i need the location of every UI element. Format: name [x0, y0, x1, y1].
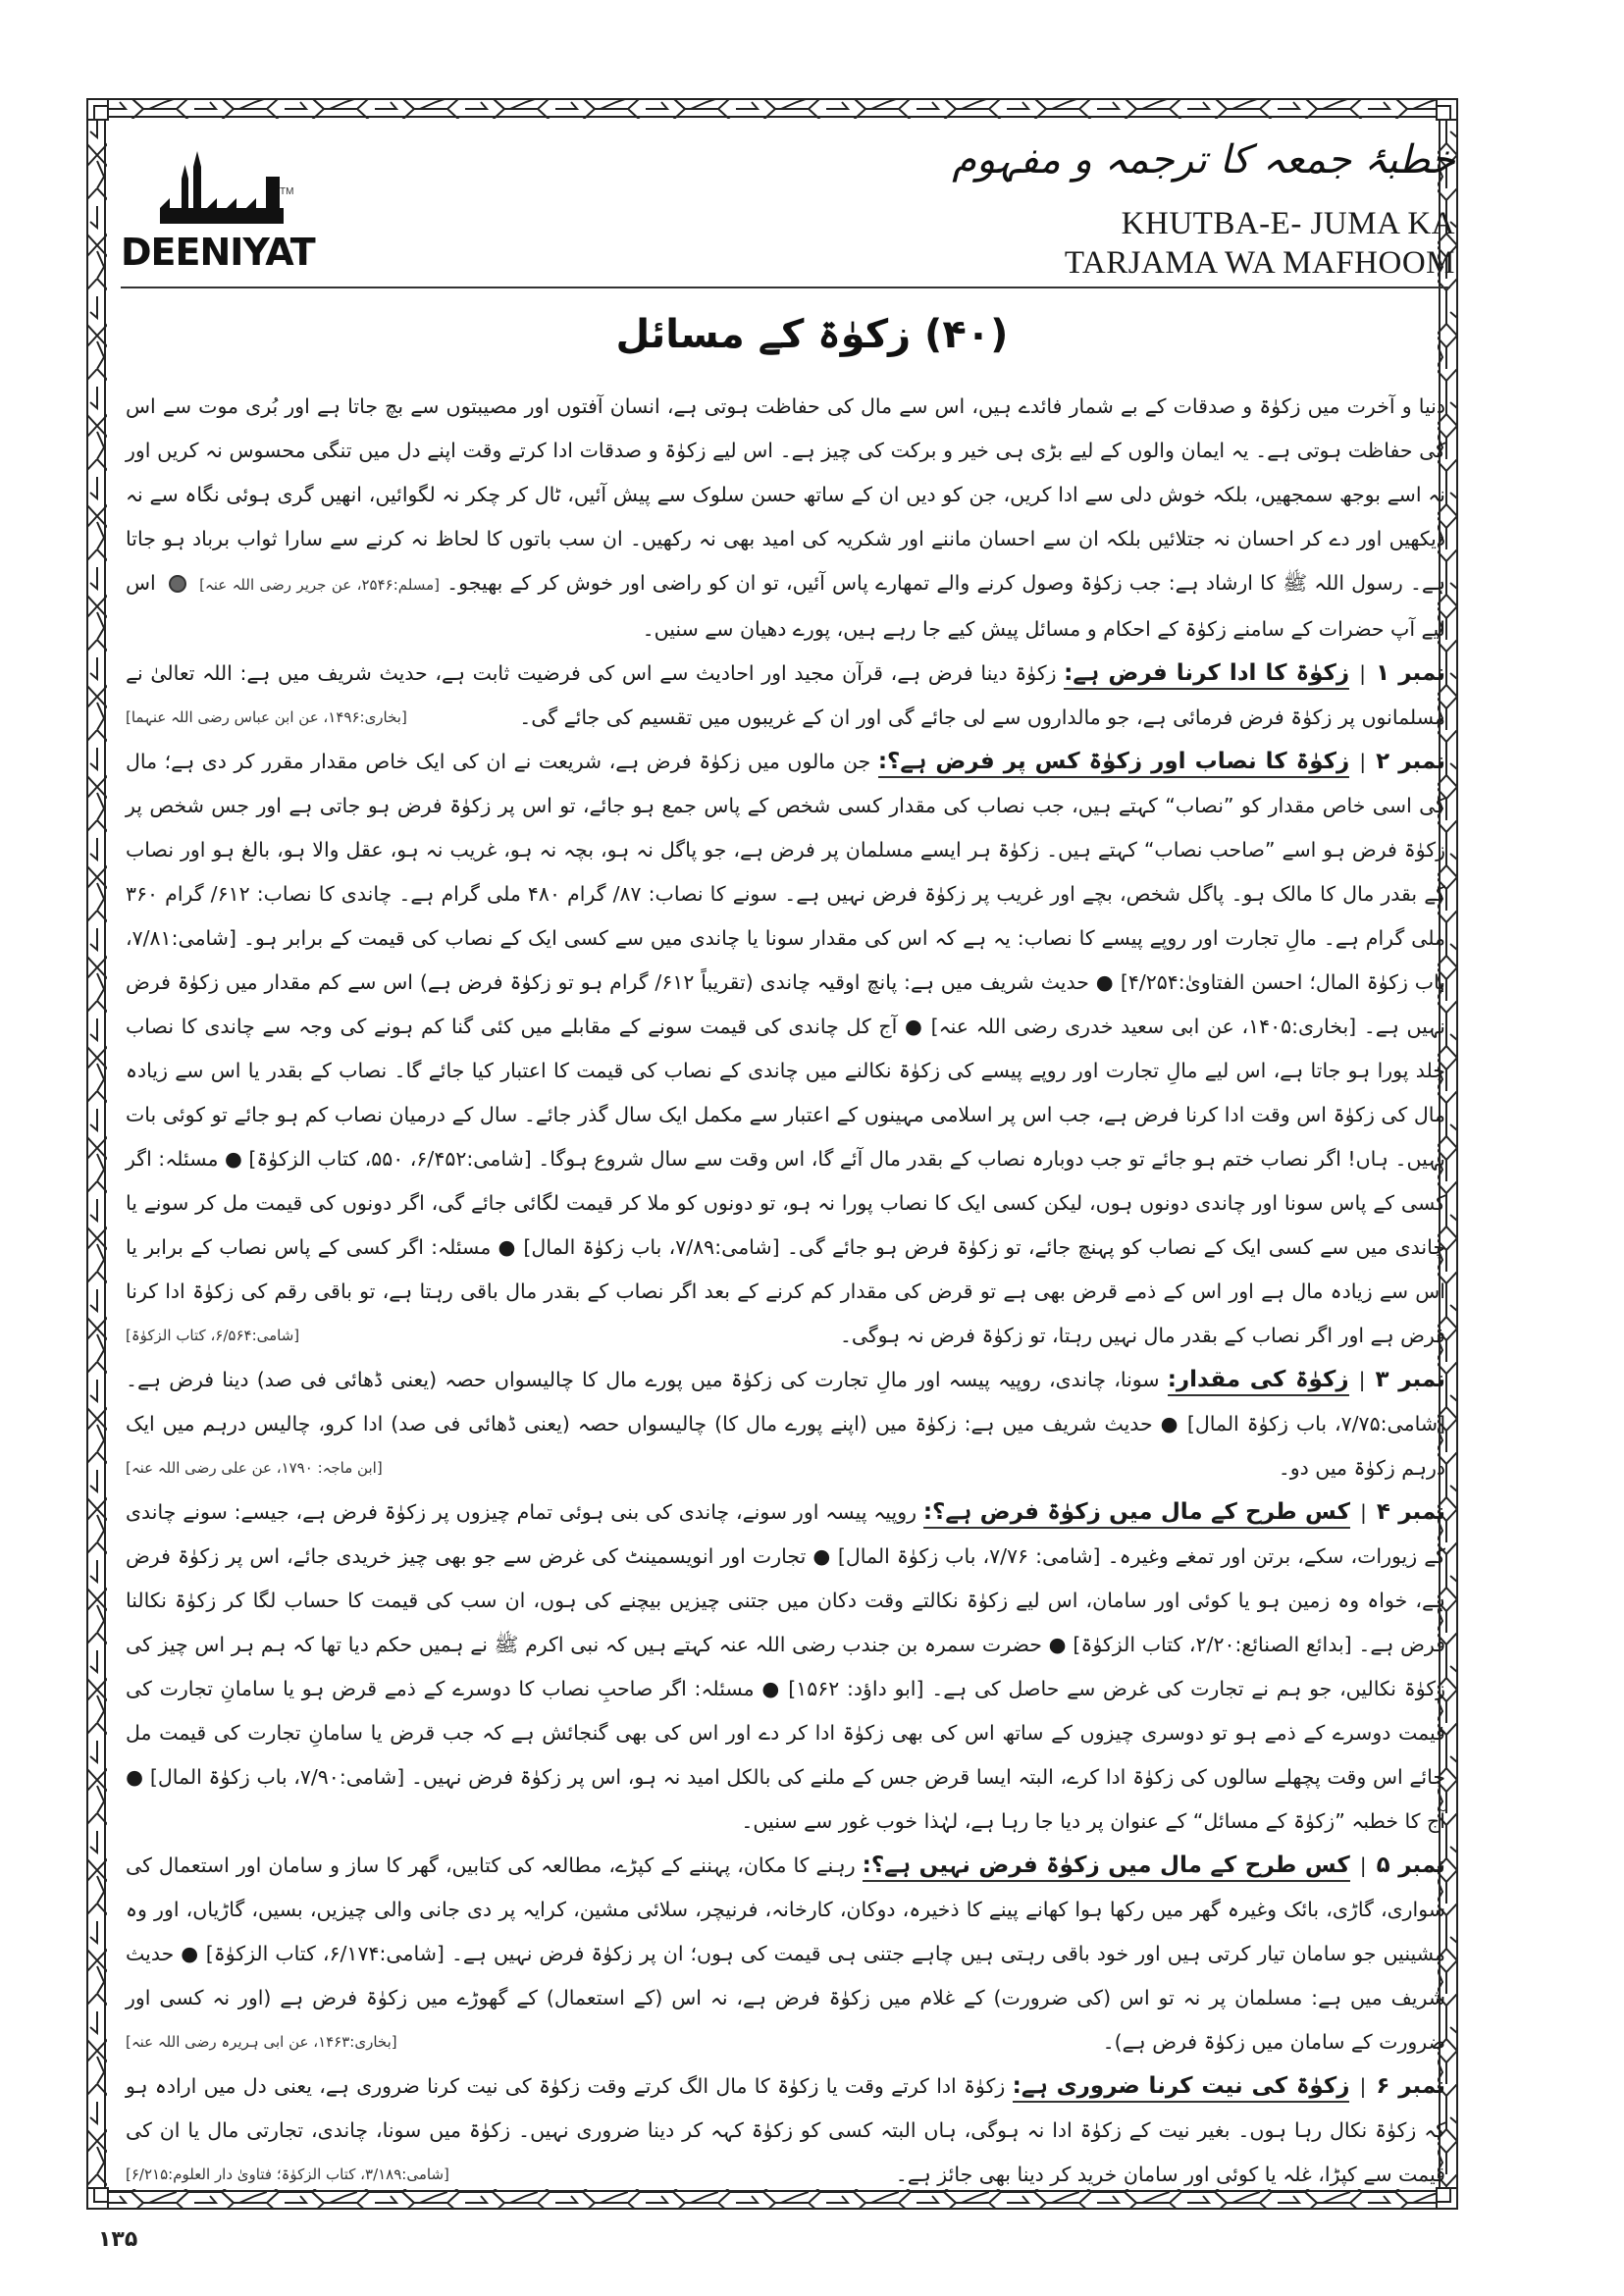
header-urdu-title: خطبۂ جمعہ کا ترجمہ و مفہوم: [952, 137, 1455, 183]
intro-paragraph: [126, 385, 1445, 652]
intro-text: دنیا و آخرت میں زکوٰۃ و صدقات کے بے شمار فائدے ہیں، اس سے مال کی حفاظت ہوتی ہے، انسان آفتوں اور مصیبتوں سے بچ جاتا ہے اور بُری موت سے اس کی حفاظت ہوتی ہے۔ یہ ایمان والوں کے لیے بڑی ہی خیر و برکت کی چیز ہے۔ اس لیے زکوٰۃ و صدقات ادا کرتے وقت اپنے دل میں تنگی محسوس نہ کریں اور نہ اسے بوجھ سمجھیں، بلکہ خوش دلی سے ادا کریں، جن کو دیں ان کے ساتھ حسن سلوک سے پیش آئیں، ٹال کر چکر نہ لگوائیں، انھیں گری ہوئی نگاہ سے نہ دیکھیں اور دے کر احسان نہ جتلائیں بلکہ ان سے احسان ماننے اور شکریہ کی امید بھی نہ رکھیں۔ ان سب باتوں کا لحاظ نہ کرنے سے سارا ثواب برباد ہو جاتا ہے۔ رسول اللہ ﷺ کا ارشاد ہے: جب زکوٰۃ وصول کرنے والے تمھارے پاس آئیں، تو ان کو راضی اور خوش کر کے بھیجو۔: [126, 394, 1445, 595]
section-5: [126, 1844, 1445, 2064]
section-separator: |: [1359, 2074, 1367, 2098]
section-heading: زکوٰۃ کا نصاب اور زکوٰۃ کس پر فرض ہے؟:: [878, 749, 1349, 778]
section-number: نمبر ۴: [1376, 1499, 1446, 1525]
intro-reference: [مسلم:۲۵۴۶، عن جریر رضی اللہ عنہ]: [199, 576, 440, 594]
page-title: (۴۰) زکوٰۃ کے مسائل: [615, 312, 1009, 357]
section-heading: کس طرح کے مال میں زکوٰۃ فرض ہے؟:: [923, 1499, 1350, 1529]
deeniyat-logo-icon: [142, 149, 299, 228]
article-body: [126, 385, 1445, 2197]
section-reference: [بخاری:۱۴۶۳، عن ابی ہریرہ رضی اللہ عنہ]: [126, 2033, 397, 2051]
section-3: [126, 1358, 1445, 1490]
intro-after-bullet: اس لیے آپ حضرات کے سامنے زکوٰۃ کے احکام و مسائل پیش کیے جا رہے ہیں، پورے دھیان سے سنیں۔: [126, 571, 1445, 641]
section-separator: |: [1359, 1500, 1367, 1524]
header-english-title: [1065, 204, 1455, 283]
section-separator: |: [1359, 1853, 1367, 1877]
header-english-line-1: KHUTBA-E- JUMA KA: [1121, 206, 1455, 241]
header-english-line-2: TARJAMA WA MAFHOOM: [1064, 245, 1455, 281]
section-separator: |: [1359, 750, 1367, 773]
section-number: نمبر ۱: [1376, 660, 1445, 686]
section-number: نمبر ۶: [1376, 2073, 1445, 2099]
logo-wordmark: DEENIYAT: [121, 231, 315, 274]
section-text: جن مالوں میں زکوٰۃ فرض ہے، شریعت نے ان کی ایک خاص مقدار مقرر کر دی ہے؛ مال کی اسی خاص مقدار کو ”نصاب“ کہتے ہیں، جب نصاب کی مقدار کسی شخص کے پاس جمع ہو جائے، تو اس پر زکوٰۃ فرض ہو جاتی ہے اور جس شخص پر زکوٰۃ فرض ہو اسے ”صاحب نصاب“ کہتے ہیں۔ زکوٰۃ ہر ایسے مسلمان پر فرض ہے، جو پاگل نہ ہو، بچہ نہ ہو، غریب نہ ہو، عقل والا ہو، بالغ ہو اور نصاب کے بقدر مال کا مالک ہو۔ پاگل شخص، بچے اور غریب پر زکوٰۃ فرض نہیں ہے۔ سونے کا نصاب: ۸۷/ گرام ۴۸۰ ملی گرام ہے۔ چاندی کا نصاب: ۶۱۲/ گرام ۳۶۰ ملی گرام ہے۔ مالِ تجارت اور روپے پیسے کا نصاب: یہ ہے کہ اس کی مقدار سونا یا چاندی میں سے کسی ایک کے نصاب کی قیمت کے برابر ہو۔ [شامی:۷/۸۱، باب زکوٰۃ المال؛ احسن الفتاویٰ:۴/۲۵۴] ● حدیث شریف میں ہے: پانچ اوقیہ چاندی (تقریباً ۶۱۲/ گرام ہو تو زکوٰۃ فرض ہے) اس سے کم مقدار میں زکوٰۃ فرض نہیں ہے۔ [بخاری:۱۴۰۵، عن ابی سعید خدری رضی اللہ عنہ] ● آج کل چاندی کی قیمت سونے کے مقابلے میں کئی گنا کم ہونے کی وجہ سے چاندی کا نصاب جلد پورا ہو جاتا ہے، اس لیے مالِ تجارت اور روپے پیسے کی زکوٰۃ نکالنے میں چاندی کے نصاب کی قیمت کا اعتبار کیا جائے گا۔ نصاب کے بقدر یا اس سے زیادہ مال کی زکوٰۃ اس وقت ادا کرنا فرض ہے، جب اس پر اسلامی مہینوں کے اعتبار سے مکمل ایک سال گذر جائے۔ سال کے درمیان نصاب کم ہو جائے تو کوئی بات نہیں۔ ہاں! اگر نصاب ختم ہو جائے تو جب دوبارہ نصاب کے بقدر مال آئے گا، اس وقت سے سال شروع ہوگا۔ [شامی:۶/۴۵۲، ۵۵۰، کتاب الزکوٰۃ] ● مسئلہ: اگر کسی کے پاس سونا اور چاندی دونوں ہوں، لیکن کسی ایک کا نصاب پورا نہ ہو، تو دونوں کو ملا کر قیمت لگائی جائے گی، اگر دونوں کی قیمت مل کر سونے یا چاندی میں سے کسی ایک کے نصاب کو پہنچ جائے، تو زکوٰۃ فرض ہو جائے گی۔ [شامی:۷/۸۹، باب زکوٰۃ المال] ● مسئلہ: اگر کسی کے پاس نصاب کے برابر یا اس سے زیادہ مال ہے اور اس کے ذمے قرض بھی ہے تو قرض کی مقدار کم کرنے کے بعد اگر نصاب کے بقدر مال باقی رہتا ہے، تو باقی رقم کی زکوٰۃ ادا کرنا فرض ہے اور اگر نصاب کے بقدر مال نہیں رہتا، تو زکوٰۃ فرض نہ ہوگی۔: [126, 750, 1445, 1347]
section-reference: [شامی:۳/۱۸۹، کتاب الزکوٰۃ؛ فتاویٰ دار العلوم:۶/۲۱۵]: [126, 2166, 449, 2183]
section-reference: [ابن ماجہ: ۱۷۹۰، عن علی رضی اللہ عنہ]: [126, 1459, 383, 1477]
section-heading: زکوٰۃ کی نیت کرنا ضروری ہے:: [1013, 2073, 1350, 2103]
section-heading: زکوٰۃ کی مقدار:: [1168, 1367, 1349, 1396]
section-number: نمبر ۵: [1376, 1852, 1445, 1878]
section-2: [126, 740, 1445, 1358]
logo-trademark: TM: [280, 186, 294, 197]
section-heading: کس طرح کے مال میں زکوٰۃ فرض نہیں ہے؟:: [863, 1852, 1350, 1882]
section-text: زکوٰۃ ادا کرتے وقت یا زکوٰۃ کا مال الگ کرتے وقت زکوٰۃ کی نیت کرنا ضروری ہے، یعنی دل میں ارادہ ہو کہ زکوٰۃ نکال رہا ہوں۔ بغیر نیت کے زکوٰۃ ادا نہ ہوگی، ہاں البتہ کسی کو زکوٰۃ کہہ کر دینا ضروری نہیں۔ زکوٰۃ میں سونا، چاندی، تجارتی مال یا ان کی قیمت سے کپڑا، غلہ یا کوئی اور سامان خرید کر دینا بھی جائز ہے۔: [126, 2074, 1445, 2186]
section-number: نمبر ۲: [1376, 749, 1445, 774]
section-4: [126, 1490, 1445, 1844]
section-heading: زکوٰۃ کا ادا کرنا فرض ہے:: [1064, 660, 1349, 690]
section-number: نمبر ۳: [1375, 1367, 1445, 1392]
section-separator: |: [1358, 1368, 1366, 1391]
section-text: روپیہ پیسہ اور سونے، چاندی کی بنی ہوئی تمام چیزوں پر زکوٰۃ فرض ہے، جیسے: سونے چاندی کے زیورات، سکے، برتن اور تمغے وغیرہ۔ [شامی: ۷/۷۶، باب زکوٰۃ المال] ● تجارت اور انویسمینٹ کی غرض سے جو بھی چیز خریدی جائے، اس پر زکوٰۃ فرض ہے، خواہ وہ زمین ہو یا کوئی اور سامان، اس لیے زکوٰۃ نکالتے وقت دکان میں جتنی چیزیں بیچنے کی ہوں، ان سب کی قیمت کا حساب لگا کر زکوٰۃ نکالنا فرض ہے۔ [بدائع الصنائع:۲/۲۰، کتاب الزکوٰۃ] ● حضرت سمرہ بن جندب رضی اللہ عنہ کہتے ہیں کہ نبی اکرم ﷺ نے ہمیں حکم دیا تھا کہ ہم ہر اس چیز کی زکوٰۃ نکالیں، جو ہم نے تجارت کی غرض سے حاصل کی ہے۔ [ابو داؤد: ۱۵۶۲] ● مسئلہ: اگر صاحبِ نصاب کا دوسرے کے ذمے قرض ہو یا سامانِ تجارت کی قیمت دوسرے کے ذمے ہو تو دوسری چیزوں کے ساتھ اس کی بھی زکوٰۃ ادا کر دے اور اس کی بھی گنجائش ہے کہ جب قرض یا سامانِ تجارت کی قیمت مل جائے اس وقت پچھلے سالوں کی زکوٰۃ ادا کرے، البتہ ایسا قرض جس کے ملنے کی بالکل امید نہ ہو، اس پر زکوٰۃ فرض نہیں۔ [شامی:۷/۹۰، باب زکوٰۃ المال] ● آج کا خطبہ ”زکوٰۃ کے مسائل“ کے عنوان پر دیا جا رہا ہے، لہٰذا خوب غور سے سنیں۔: [126, 1500, 1445, 1833]
section-6: [126, 2064, 1445, 2197]
section-reference: [بخاری:۱۴۹۶، عن ابن عباس رضی اللہ عنہما]: [126, 708, 407, 726]
section-text: زکوٰۃ دینا فرض ہے، قرآن مجید اور احادیث سے اس کی فرضیت ثابت ہے، حدیث شریف میں ہے: اللہ تعالیٰ نے مسلمانوں پر زکوٰۃ فرض فرمائی ہے، جو مالداروں سے لی جائے گی اور ان کے غریبوں میں تقسیم کی جائے گی۔: [126, 661, 1445, 729]
header-divider: [121, 287, 1450, 288]
section-1: [126, 652, 1445, 740]
page-number: ۱۳۵: [98, 2227, 138, 2252]
section-text: رہنے کا مکان، پہننے کے کپڑے، مطالعہ کی کتابیں، گھر کا ساز و سامان اور استعمال کی سواری، گاڑی، بائک وغیرہ گھر میں رکھا ہوا کھانے پینے کا ذخیرہ، دوکان، کارخانہ، فرنیچر، سلائی مشین، کرایہ پر دی جانی والی چیزیں، بسیں، گاڑیاں، اور وہ مشینیں جو سامان تیار کرتی ہیں اور خود باقی رہتی ہیں چاہے جتنی ہی قیمت کی ہوں؛ ان پر زکوٰۃ فرض نہیں ہے۔ [شامی:۶/۱۷۴، کتاب الزکوٰۃ] ● حدیث شریف میں ہے: مسلمان پر نہ تو اس (کی ضرورت) کے غلام میں زکوٰۃ فرض ہے، نہ اس (کے استعمال) کے گھوڑے میں زکوٰۃ فرض ہے (اور نہ کسی اور ضرورت کے سامان میں زکوٰۃ فرض ہے)۔: [126, 1853, 1445, 2054]
section-separator: |: [1359, 661, 1367, 685]
bullet-icon: [169, 575, 186, 593]
section-reference: [شامی:۶/۵۶۴، کتاب الزکوٰۃ]: [126, 1327, 300, 1344]
section-text: سونا، چاندی، روپیہ پیسہ اور مالِ تجارت کی زکوٰۃ میں پورے مال کا چالیسواں حصہ (یعنی ڈھائی فی صد) دینا فرض ہے۔ [شامی:۷/۷۵، باب زکوٰۃ المال] ● حدیث شریف میں ہے: زکوٰۃ میں (اپنے پورے مال کا) چالیسواں حصہ (یعنی ڈھائی فی صد) ادا کرو، چالیس درہم میں ایک درہم زکوٰۃ میں دو۔: [126, 1368, 1445, 1480]
